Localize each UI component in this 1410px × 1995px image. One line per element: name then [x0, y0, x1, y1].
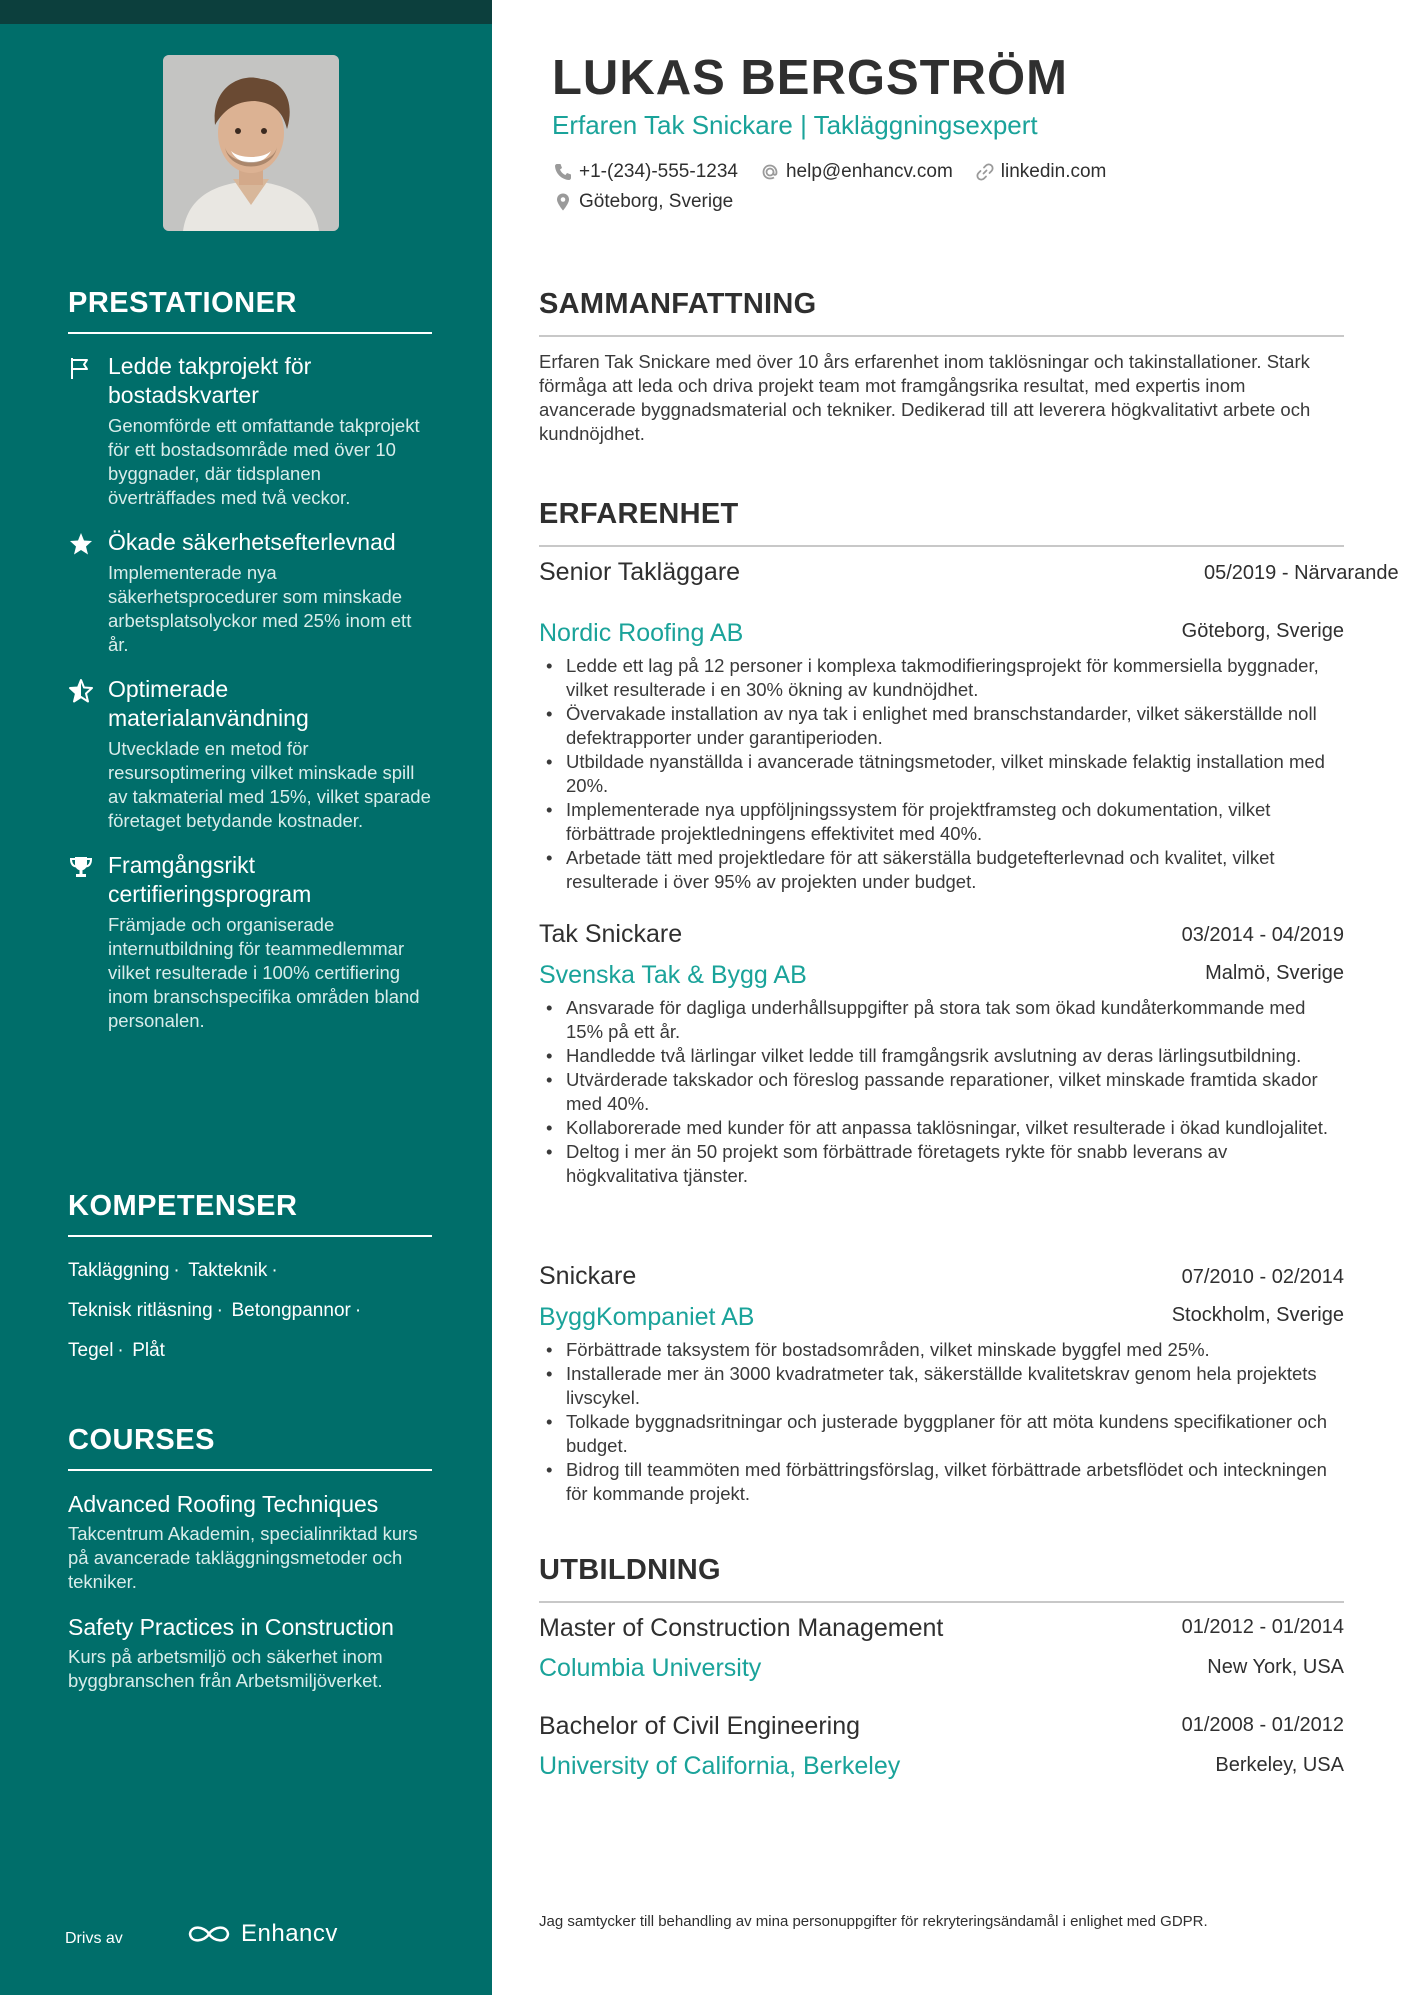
job-bullet: • Handledde två lärlingar vilket ledde till framgångsrik avslutning av deras lärlingsutbildning. — [539, 1044, 1344, 1068]
skills-section — [68, 1190, 432, 1371]
achievement-item — [68, 851, 432, 1033]
education-entry — [539, 1712, 1344, 1792]
phone-icon — [553, 162, 573, 182]
achievement-title: Ökade säkerhetsefterlevnad — [108, 529, 396, 555]
contact-row-location — [553, 191, 755, 213]
job-company: Nordic Roofing AB — [539, 619, 744, 647]
candidate-headline: Erfaren Tak Snickare | Takläggningsexpert — [552, 110, 1038, 140]
job-title: Snickare — [539, 1262, 637, 1290]
job-location: Stockholm, Sverige — [1171, 1304, 1344, 1326]
link-icon — [975, 162, 995, 182]
education-location: New York, USA — [1207, 1656, 1344, 1678]
achievement-description: Genomförde ett omfattande takprojekt för ett bostadsområde med över 10 byggnader, där tidsplanen överträffades med två veckor. — [108, 415, 420, 508]
achievement-description: Främjade och organiserade internutbildning för teammedlemmar vilket resulterade i 100% certifiering inom branschspecifika områden bland personalen. — [108, 914, 420, 1031]
skill-tag: Betongpannor · — [231, 1300, 362, 1321]
skill-tag: Takläggning · — [68, 1260, 180, 1281]
courses-heading: COURSES — [68, 1424, 432, 1471]
job-bullet: • Bidrog till teammöten med förbättringsförslag, vilket förbättrade arbetsflödet och inteckningen för kommande projekt. — [539, 1458, 1344, 1506]
job-location: Göteborg, Sverige — [1181, 620, 1344, 642]
job-date: 03/2014 - 04/2019 — [1181, 924, 1344, 946]
star-half-icon — [68, 678, 94, 704]
job-bullet: • Utvärderade takskador och föreslog passande reparationer, vilket minskade framtida skador med 40%. — [539, 1068, 1344, 1116]
achievement-description: Utvecklade en metod för resursoptimering vilket minskade spill av takmaterial med 15%, vilket sparade företaget betydande kostnader. — [108, 738, 431, 831]
achievement-description: Implementerade nya säkerhetsprocedurer som minskade arbetsplatsolyckor med 25% inom ett år. — [108, 562, 412, 655]
trophy-icon — [68, 854, 94, 880]
contact-phone[interactable]: +1-(234)-555-1234 — [553, 161, 738, 183]
brand-logo[interactable] — [185, 1920, 338, 1948]
job-bullet: • Förbättrade taksystem för bostadsområden, vilket minskade byggfel med 25%. — [539, 1338, 1344, 1362]
contact-location: Göteborg, Sverige — [553, 191, 733, 213]
education-degree: Bachelor of Civil Engineering — [539, 1712, 861, 1740]
skill-tag: Tegel · — [68, 1340, 124, 1361]
skills-list — [68, 1251, 398, 1371]
sidebar-top-bar — [0, 0, 492, 24]
job-bullet: • Tolkade byggnadsritningar och justerade byggplaner för att möta kundens specifikationer och budget. — [539, 1410, 1344, 1458]
education-school: University of California, Berkeley — [539, 1752, 901, 1780]
achievements-heading: PRESTATIONER — [68, 287, 432, 334]
sidebar — [0, 0, 492, 1995]
education-date: 01/2012 - 01/2014 — [1181, 1616, 1344, 1638]
job-bullet: • Ledde ett lag på 12 personer i komplexa takmodifieringsprojekt för kommersiella byggnader, vilket resulterade i en 30% ökning av kundnöjdhet. — [539, 654, 1344, 702]
infinity-icon — [185, 1920, 233, 1948]
education-school: Columbia University — [539, 1654, 762, 1682]
candidate-name: LUKAS BERGSTRÖM — [552, 51, 1068, 105]
contact-email[interactable]: help@enhancv.com — [760, 161, 953, 183]
job-bullet: • Arbetade tätt med projektledare för att säkerställa budgetefterlevnad och kvalitet, vilket resulterade i över 95% av projekten under budget. — [539, 846, 1344, 894]
job-bullets — [539, 1338, 1344, 1506]
summary-heading: SAMMANFATTNING — [539, 288, 1344, 337]
skill-tag: Teknisk ritläsning · — [68, 1300, 223, 1321]
achievement-title: Ledde takprojekt för bostadskvarter — [108, 353, 312, 408]
job-bullet: • Implementerade nya uppföljningssystem för projektframsteg och dokumentation, vilket förbättrade projektledningens effektivitet med 40%. — [539, 798, 1344, 846]
achievement-item — [68, 675, 432, 833]
job-title: Tak Snickare — [539, 920, 683, 948]
job-bullet: • Ansvarade för dagliga underhållsuppgifter på stora tak som ökad kundåterkommande med 15% på ett år. — [539, 996, 1344, 1044]
job-bullet: • Deltog i mer än 50 projekt som förbättrade företagets rykte för snabb leverans av högkvalitativa tjänster. — [539, 1140, 1344, 1188]
education-degree: Master of Construction Management — [539, 1614, 944, 1642]
powered-by-label: Drivs av — [65, 1930, 123, 1947]
job-company: Svenska Tak & Bygg AB — [539, 961, 807, 989]
location-pin-icon — [553, 192, 573, 212]
education-date: 01/2008 - 01/2012 — [1181, 1714, 1344, 1736]
gdpr-consent: Jag samtycker till behandling av mina personuppgifter för rekryteringsändamål i enlighet med GDPR. — [539, 1913, 1208, 1930]
course-item — [68, 1612, 432, 1693]
brand-name: Enhancv — [241, 1920, 338, 1947]
course-title: Advanced Roofing Techniques — [68, 1491, 379, 1517]
course-description: Kurs på arbetsmiljö och säkerhet inom byggbranschen från Arbetsmiljöverket. — [68, 1646, 383, 1691]
education-location: Berkeley, USA — [1215, 1754, 1344, 1776]
summary-text: Erfaren Tak Snickare med över 10 års erfarenhet inom taklösningar och takinstallationer. Stark förmåga att leda och driva projekt team mot framgångsrika resultat, med expertis inom avancerade byggnadsmaterial och tekniker. Dedikerad till att leverera högkvalitativt arbete och kundnöjdhet. — [539, 351, 1311, 444]
contact-linkedin[interactable]: linkedin.com — [975, 161, 1107, 183]
job-bullet: • Installerade mer än 3000 kvadratmeter tak, säkerställde kvalitetskrav genom hela projektets livscykel. — [539, 1362, 1344, 1410]
education-entry — [539, 1614, 1344, 1694]
education-heading: UTBILDNING — [539, 1554, 1344, 1603]
contact-row — [553, 161, 1128, 183]
achievement-title: Framgångsrikt certifieringsprogram — [108, 852, 312, 907]
skills-heading: KOMPETENSER — [68, 1190, 432, 1237]
job-date: 05/2019 - Närvarande — [1204, 562, 1399, 584]
job-date: 07/2010 - 02/2014 — [1181, 1266, 1344, 1288]
job-bullet: • Övervakade installation av nya tak i enlighet med branschstandarder, vilket säkerställde noll defektrapporter under garantiperioden. — [539, 702, 1344, 750]
job-location: Malmö, Sverige — [1205, 962, 1344, 984]
star-icon — [68, 531, 94, 557]
skill-tag: Takteknik · — [188, 1260, 278, 1281]
course-description: Takcentrum Akademin, specialinriktad kurs på avancerade takläggningsmetoder och tekniker. — [68, 1523, 418, 1592]
job-company: ByggKompaniet AB — [539, 1303, 755, 1331]
at-icon — [760, 162, 780, 182]
skill-tag: Plåt — [132, 1340, 165, 1361]
job-bullets — [539, 654, 1344, 894]
course-title: Safety Practices in Construction — [68, 1614, 394, 1640]
achievement-item — [68, 528, 432, 657]
achievement-item — [68, 352, 432, 510]
job-bullet: • Kollaborerade med kunder för att anpassa taklösningar, vilket resulterade i ökad kundlojalitet. — [539, 1116, 1344, 1140]
flag-icon — [68, 355, 94, 381]
job-bullet: • Utbildade nyanställda i avancerade tätningsmetoder, vilket minskade felaktig installation med 20%. — [539, 750, 1344, 798]
job-title: Senior Takläggare — [539, 558, 741, 586]
job-bullets — [539, 996, 1344, 1188]
course-item — [68, 1489, 432, 1594]
profile-photo — [163, 55, 339, 231]
achievements-section — [68, 287, 432, 1033]
courses-section — [68, 1424, 432, 1693]
achievement-title: Optimerade materialanvändning — [108, 676, 309, 731]
experience-heading: ERFARENHET — [539, 498, 1344, 547]
